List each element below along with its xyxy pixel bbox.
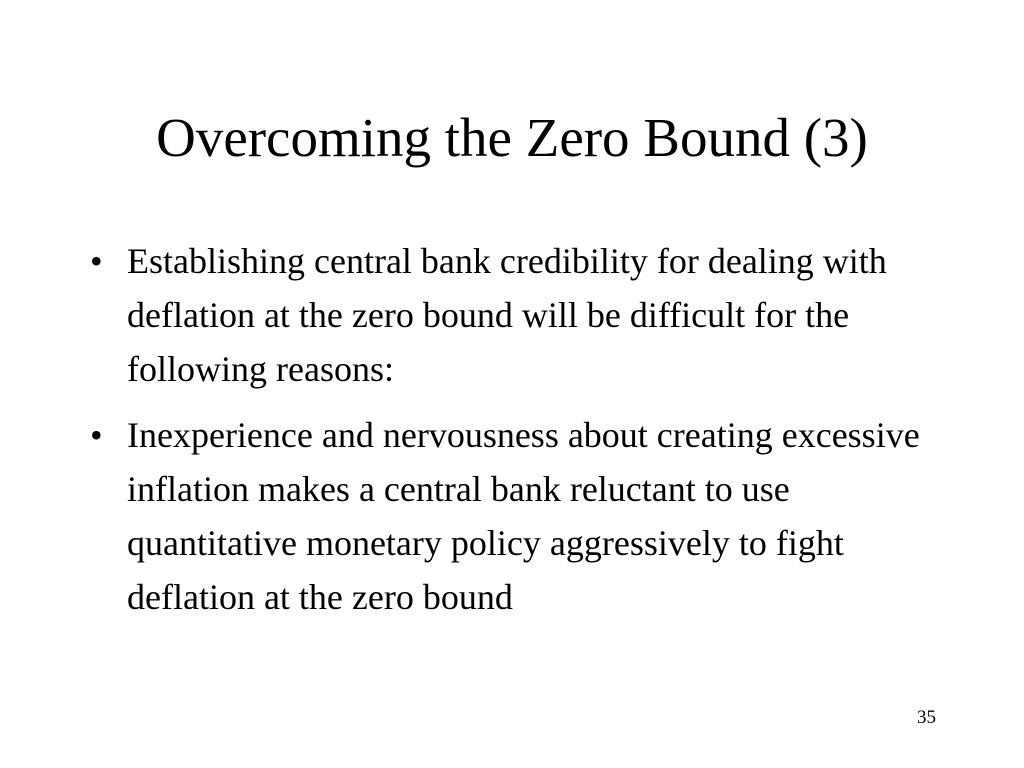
bullet-list xyxy=(90,234,950,636)
bullet-item xyxy=(90,408,950,624)
bullet-text: Establishing central bank credibility for dealing with deflation at the zero bound will be difficult for the following reasons: xyxy=(127,241,887,389)
page-number: 35 xyxy=(917,707,936,728)
bullet-text: Inexperience and nervousness about creating excessive inflation makes a central bank reluctant to use quantitative monetary policy aggressively to fight deflation at the zero bound xyxy=(127,415,920,617)
bullet-item xyxy=(90,234,950,396)
bullet-marker: • xyxy=(90,241,103,281)
slide-title: Overcoming the Zero Bound (3) xyxy=(156,107,868,168)
bullet-marker: • xyxy=(90,415,103,455)
